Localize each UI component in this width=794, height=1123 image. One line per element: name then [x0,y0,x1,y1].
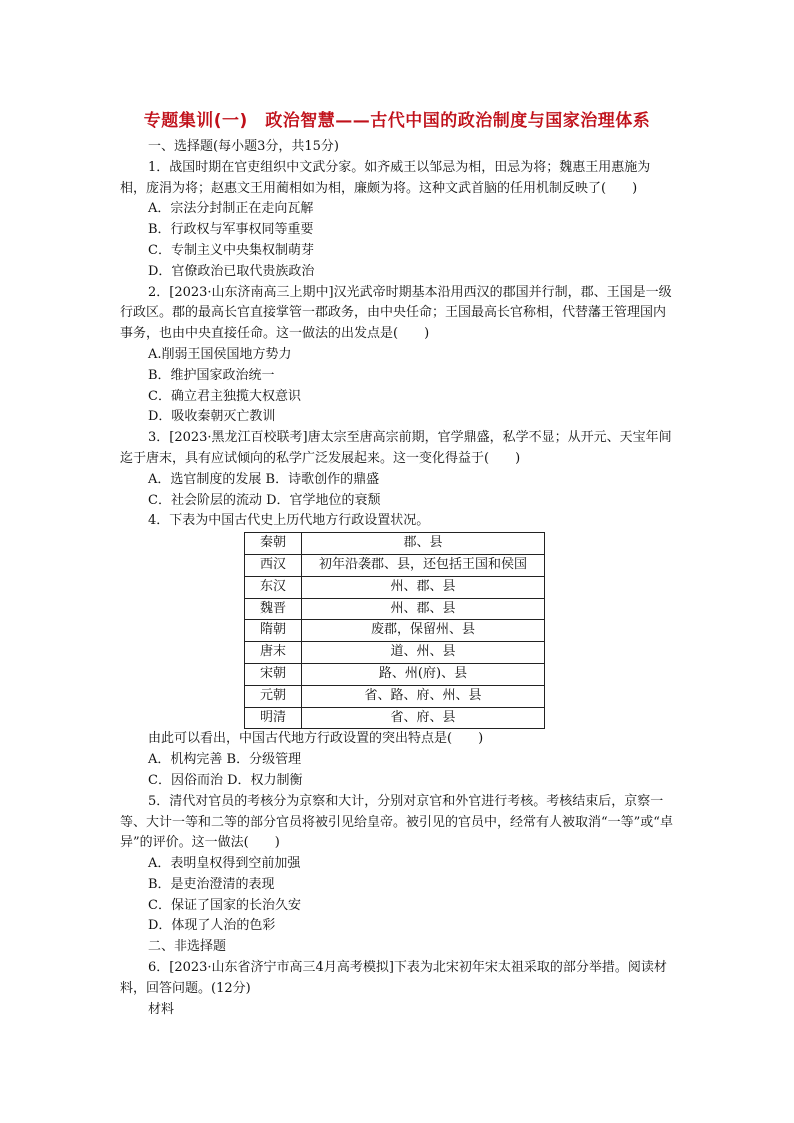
question-1 [120,158,676,283]
divisions-cell: 省、府、县 [302,707,545,729]
section-heading-nonchoice: 二、非选择题 [148,939,227,955]
question-stem: 4．下表为中国古代史上历代地方行政设置状况。 [148,513,430,529]
option-cd: C．社会阶层的流动 D．官学地位的衰颓 [148,492,381,508]
divisions-cell: 州、郡、县 [302,576,545,598]
content-body [120,137,676,1020]
question-followup: 由此可以看出，中国古代地方行政设置的突出特点是( ) [148,731,484,747]
divisions-cell: 路、州(府)、县 [302,663,545,685]
question-stem: 3．[2023·黑龙江百校联考]唐太宗至唐高宗前期，官学鼎盛，私学不显；从开元、天宝年间迄于唐末，具有应试倾向的私学广泛发展起来。这一变化得益于( ) [120,430,672,466]
divisions-cell: 废郡，保留州、县 [302,620,545,642]
question-stem: 5．清代对官员的考核分为京察和大计，分别对京官和外官进行考核。考核结束后，京察一等、大计一等和二等的部分官员将被引见给皇帝。被引见的官员中，经常有人被取消“一等”或“卓异”的评价。这一做法( ) [120,793,673,851]
dynasty-cell: 魏晋 [245,598,302,620]
dynasty-cell: 元朝 [245,685,302,707]
option-cd: C．因俗而治 D．权力制衡 [148,772,303,788]
dynasty-cell: 宋朝 [245,663,302,685]
table-row [245,620,545,642]
question-5 [120,792,676,938]
table-row [245,707,545,729]
table-row [245,533,545,555]
table-row [245,642,545,664]
option-d: D．吸收秦朝灭亡教训 [148,409,276,425]
table-row [245,598,545,620]
divisions-cell: 郡、县 [302,533,545,555]
option-b: B．是吏治澄清的表现 [148,876,275,892]
section-heading-choice: 一、选择题(每小题3分，共15分) [148,139,339,154]
dynasty-cell: 明清 [245,707,302,729]
option-d: D．官僚政治已取代贵族政治 [148,263,315,279]
option-d: D．体现了人治的色彩 [148,918,276,934]
dynasty-cell: 西汉 [245,554,302,576]
question-stem: 6．[2023·山东省济宁市高三4月高考模拟]下表为北宋初年宋太祖采取的部分举措。阅读材料，回答问题。(12分) [120,960,667,996]
question-stem: 1．战国时期在官吏组织中文武分家。如齐威王以邹忌为相，田忌为将；魏惠王用惠施为相，庞涓为将；赵惠文王用蔺相如为相，廉颇为将。这种文武首脑的任用机制反映了( ) [120,159,651,196]
question-2 [120,283,676,429]
table-row [245,685,545,707]
question-stem: 2．[2023·山东济南高三上期中]汉光武帝时期基本沿用西汉的郡国并行制，郡、王国是一级行政区。郡的最高长官直接掌管一郡政务，由中央任命；王国最高长官称相，代替藩王管理国内事务，也由中央直接任命。这一做法的出发点是( ) [120,284,672,342]
option-ab: A．机构完善 B．分级管理 [148,752,302,768]
material-label: 材料 [148,1001,175,1017]
option-c: C．专制主义中央集权制萌芽 [148,242,314,258]
divisions-cell: 道、州、县 [302,642,545,664]
table-row [245,576,545,598]
question-4 [120,511,676,791]
question-3 [120,428,676,511]
divisions-cell: 州、郡、县 [302,598,545,620]
page-title: 专题集训(一) 政治智慧——古代中国的政治制度与国家治理体系 [143,111,651,131]
table-row [245,554,545,576]
question-6 [120,958,676,1020]
option-ab: A．选官制度的发展 B．诗歌创作的鼎盛 [148,471,380,487]
dynasty-cell: 唐末 [245,642,302,664]
option-b: B．行政权与军事权同等重要 [148,222,314,238]
option-a: A．宗法分封制正在走向瓦解 [148,201,314,217]
divisions-cell: 省、路、府、州、县 [302,685,545,707]
option-a: A．表明皇权得到空前加强 [148,856,301,872]
dynasty-cell: 东汉 [245,576,302,598]
dynasty-cell: 秦朝 [245,533,302,555]
admin-divisions-table [244,532,545,729]
divisions-cell: 初年沿袭郡、县，还包括王国和侯国 [302,554,545,576]
option-b: B．维护国家政治统一 [148,367,275,383]
option-c: C．保证了国家的长治久安 [148,897,301,913]
option-a: A.削弱王国侯国地方势力 [148,346,292,362]
dynasty-cell: 隋朝 [245,620,302,642]
table-row [245,663,545,685]
option-c: C．确立君主独揽大权意识 [148,388,301,404]
